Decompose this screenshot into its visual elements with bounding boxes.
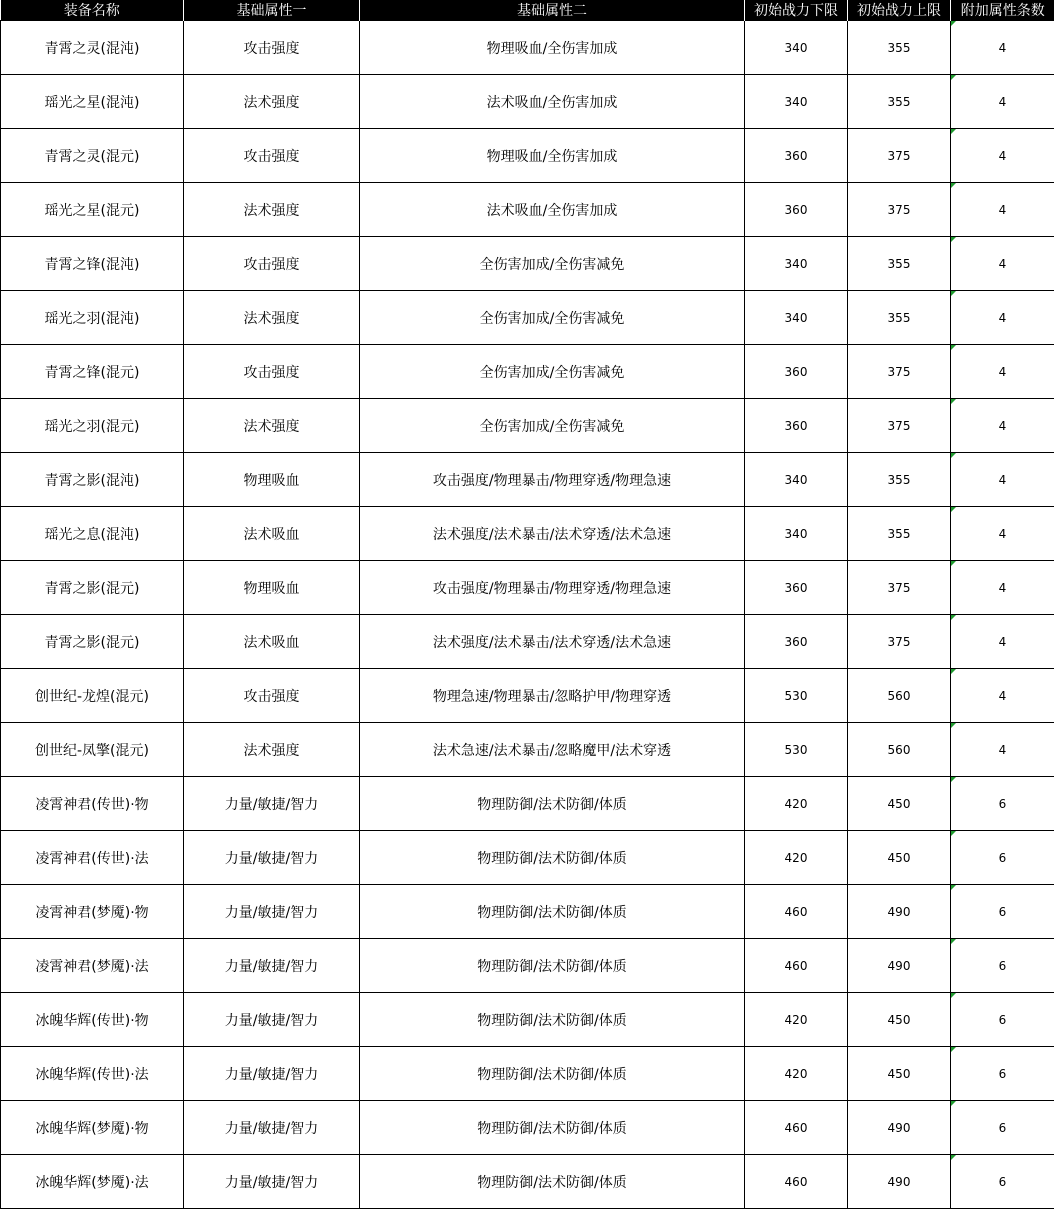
cell-base-attr-1: 力量/敏捷/智力 [184,885,360,939]
table-row [1,993,1054,1047]
cell-base-attr-2: 法术急速/法术暴击/忽略魔甲/法术穿透 [360,723,745,777]
table-row [1,831,1054,885]
table-row [1,615,1054,669]
cell-equipment-name: 冰魄华辉(梦魇)·法 [1,1155,184,1209]
cell-base-attr-2: 物理防御/法术防御/体质 [360,831,745,885]
cell-extra-attr-count: 4 [951,237,1054,291]
cell-power-max: 375 [848,615,951,669]
cell-equipment-name: 凌霄神君(梦魇)·法 [1,939,184,993]
cell-power-max: 375 [848,399,951,453]
cell-power-max: 450 [848,777,951,831]
table-row [1,939,1054,993]
cell-power-max: 560 [848,669,951,723]
cell-base-attr-1: 力量/敏捷/智力 [184,1101,360,1155]
cell-power-min: 340 [745,75,848,129]
cell-power-min: 360 [745,183,848,237]
cell-base-attr-2: 全伤害加成/全伤害减免 [360,237,745,291]
cell-base-attr-2: 全伤害加成/全伤害减免 [360,399,745,453]
cell-base-attr-1: 力量/敏捷/智力 [184,777,360,831]
cell-power-max: 490 [848,885,951,939]
cell-equipment-name: 瑶光之息(混沌) [1,507,184,561]
cell-base-attr-2: 物理防御/法术防御/体质 [360,1101,745,1155]
cell-power-max: 355 [848,507,951,561]
cell-power-max: 450 [848,1047,951,1101]
cell-extra-attr-count: 6 [951,1101,1054,1155]
table-row [1,183,1054,237]
cell-power-min: 340 [745,507,848,561]
cell-base-attr-1: 攻击强度 [184,129,360,183]
cell-power-min: 360 [745,129,848,183]
table-row [1,237,1054,291]
cell-power-min: 460 [745,939,848,993]
cell-extra-attr-count: 4 [951,183,1054,237]
cell-power-min: 420 [745,993,848,1047]
cell-extra-attr-count: 6 [951,939,1054,993]
table-row [1,291,1054,345]
cell-power-min: 460 [745,1155,848,1209]
cell-extra-attr-count: 4 [951,507,1054,561]
cell-power-min: 340 [745,237,848,291]
table-body [1,21,1054,1209]
cell-extra-attr-count: 4 [951,75,1054,129]
cell-base-attr-2: 物理防御/法术防御/体质 [360,1155,745,1209]
cell-base-attr-2: 攻击强度/物理暴击/物理穿透/物理急速 [360,453,745,507]
cell-extra-attr-count: 4 [951,21,1054,75]
table-row [1,561,1054,615]
cell-power-max: 355 [848,453,951,507]
cell-power-max: 355 [848,237,951,291]
cell-base-attr-2: 法术吸血/全伤害加成 [360,75,745,129]
cell-extra-attr-count: 6 [951,1155,1054,1209]
cell-base-attr-1: 法术强度 [184,291,360,345]
cell-power-min: 460 [745,1101,848,1155]
cell-power-max: 375 [848,129,951,183]
table-row [1,75,1054,129]
cell-power-max: 355 [848,21,951,75]
cell-extra-attr-count: 4 [951,345,1054,399]
cell-equipment-name: 青霄之锋(混元) [1,345,184,399]
header-row [1,0,1054,21]
table-row [1,507,1054,561]
cell-equipment-name: 瑶光之星(混元) [1,183,184,237]
table-row [1,129,1054,183]
header-power-min: 初始战力下限 [745,0,848,21]
header-base-attr-1: 基础属性一 [184,0,360,21]
cell-equipment-name: 瑶光之星(混沌) [1,75,184,129]
cell-base-attr-1: 攻击强度 [184,21,360,75]
cell-equipment-name: 青霄之影(混元) [1,561,184,615]
cell-base-attr-1: 力量/敏捷/智力 [184,993,360,1047]
cell-equipment-name: 瑶光之羽(混元) [1,399,184,453]
cell-base-attr-2: 攻击强度/物理暴击/物理穿透/物理急速 [360,561,745,615]
cell-base-attr-2: 物理急速/物理暴击/忽略护甲/物理穿透 [360,669,745,723]
cell-extra-attr-count: 6 [951,993,1054,1047]
cell-equipment-name: 冰魄华辉(传世)·法 [1,1047,184,1101]
cell-power-min: 530 [745,723,848,777]
cell-extra-attr-count: 4 [951,129,1054,183]
cell-extra-attr-count: 4 [951,669,1054,723]
cell-power-max: 375 [848,561,951,615]
cell-base-attr-1: 物理吸血 [184,561,360,615]
cell-base-attr-1: 法术强度 [184,75,360,129]
table-row [1,453,1054,507]
cell-equipment-name: 凌霄神君(传世)·法 [1,831,184,885]
cell-equipment-name: 青霄之灵(混沌) [1,21,184,75]
cell-equipment-name: 青霄之锋(混沌) [1,237,184,291]
cell-power-max: 375 [848,183,951,237]
cell-power-max: 490 [848,1155,951,1209]
cell-extra-attr-count: 4 [951,723,1054,777]
cell-equipment-name: 凌霄神君(梦魇)·物 [1,885,184,939]
cell-power-min: 360 [745,615,848,669]
cell-base-attr-2: 物理防御/法术防御/体质 [360,777,745,831]
cell-equipment-name: 青霄之影(混沌) [1,453,184,507]
cell-equipment-name: 创世纪-龙煌(混元) [1,669,184,723]
cell-extra-attr-count: 6 [951,777,1054,831]
cell-power-max: 490 [848,939,951,993]
cell-base-attr-2: 法术强度/法术暴击/法术穿透/法术急速 [360,507,745,561]
cell-base-attr-1: 法术吸血 [184,615,360,669]
cell-equipment-name: 创世纪-凤擎(混元) [1,723,184,777]
cell-base-attr-1: 力量/敏捷/智力 [184,831,360,885]
table-row [1,885,1054,939]
header-extra-attr-count: 附加属性条数 [951,0,1054,21]
cell-extra-attr-count: 4 [951,399,1054,453]
cell-base-attr-2: 物理吸血/全伤害加成 [360,129,745,183]
cell-power-min: 340 [745,291,848,345]
cell-power-max: 355 [848,75,951,129]
cell-base-attr-1: 法术强度 [184,183,360,237]
cell-power-min: 460 [745,885,848,939]
cell-equipment-name: 冰魄华辉(传世)·物 [1,993,184,1047]
cell-base-attr-1: 法术吸血 [184,507,360,561]
table-row [1,723,1054,777]
cell-power-max: 560 [848,723,951,777]
header-power-max: 初始战力上限 [848,0,951,21]
cell-power-min: 340 [745,21,848,75]
cell-power-min: 420 [745,1047,848,1101]
cell-base-attr-1: 法术强度 [184,723,360,777]
cell-power-min: 360 [745,561,848,615]
cell-extra-attr-count: 6 [951,885,1054,939]
cell-base-attr-2: 全伤害加成/全伤害减免 [360,345,745,399]
table-row [1,345,1054,399]
cell-extra-attr-count: 4 [951,291,1054,345]
table-row [1,1155,1054,1209]
cell-base-attr-2: 法术强度/法术暴击/法术穿透/法术急速 [360,615,745,669]
cell-extra-attr-count: 6 [951,1047,1054,1101]
cell-base-attr-2: 法术吸血/全伤害加成 [360,183,745,237]
table-row [1,669,1054,723]
cell-power-min: 420 [745,831,848,885]
cell-base-attr-1: 力量/敏捷/智力 [184,1047,360,1101]
cell-equipment-name: 瑶光之羽(混沌) [1,291,184,345]
cell-base-attr-1: 攻击强度 [184,345,360,399]
table-row [1,1047,1054,1101]
table-row [1,399,1054,453]
cell-base-attr-1: 物理吸血 [184,453,360,507]
cell-power-max: 450 [848,831,951,885]
cell-power-min: 530 [745,669,848,723]
cell-extra-attr-count: 6 [951,831,1054,885]
cell-base-attr-1: 力量/敏捷/智力 [184,939,360,993]
cell-power-max: 450 [848,993,951,1047]
cell-equipment-name: 青霄之灵(混元) [1,129,184,183]
cell-power-max: 375 [848,345,951,399]
cell-base-attr-1: 力量/敏捷/智力 [184,1155,360,1209]
cell-extra-attr-count: 4 [951,453,1054,507]
cell-power-min: 360 [745,399,848,453]
cell-extra-attr-count: 4 [951,615,1054,669]
cell-base-attr-2: 物理吸血/全伤害加成 [360,21,745,75]
cell-equipment-name: 凌霄神君(传世)·物 [1,777,184,831]
cell-base-attr-2: 物理防御/法术防御/体质 [360,885,745,939]
cell-equipment-name: 青霄之影(混元) [1,615,184,669]
cell-base-attr-1: 攻击强度 [184,237,360,291]
table-row [1,777,1054,831]
table-row [1,21,1054,75]
cell-power-max: 355 [848,291,951,345]
cell-power-max: 490 [848,1101,951,1155]
cell-power-min: 420 [745,777,848,831]
cell-base-attr-2: 全伤害加成/全伤害减免 [360,291,745,345]
table-row [1,1101,1054,1155]
cell-extra-attr-count: 4 [951,561,1054,615]
cell-base-attr-2: 物理防御/法术防御/体质 [360,993,745,1047]
cell-base-attr-1: 法术强度 [184,399,360,453]
cell-power-min: 360 [745,345,848,399]
header-equipment-name: 装备名称 [1,0,184,21]
cell-power-min: 340 [745,453,848,507]
cell-equipment-name: 冰魄华辉(梦魇)·物 [1,1101,184,1155]
header-base-attr-2: 基础属性二 [360,0,745,21]
cell-base-attr-2: 物理防御/法术防御/体质 [360,1047,745,1101]
cell-base-attr-1: 攻击强度 [184,669,360,723]
cell-base-attr-2: 物理防御/法术防御/体质 [360,939,745,993]
